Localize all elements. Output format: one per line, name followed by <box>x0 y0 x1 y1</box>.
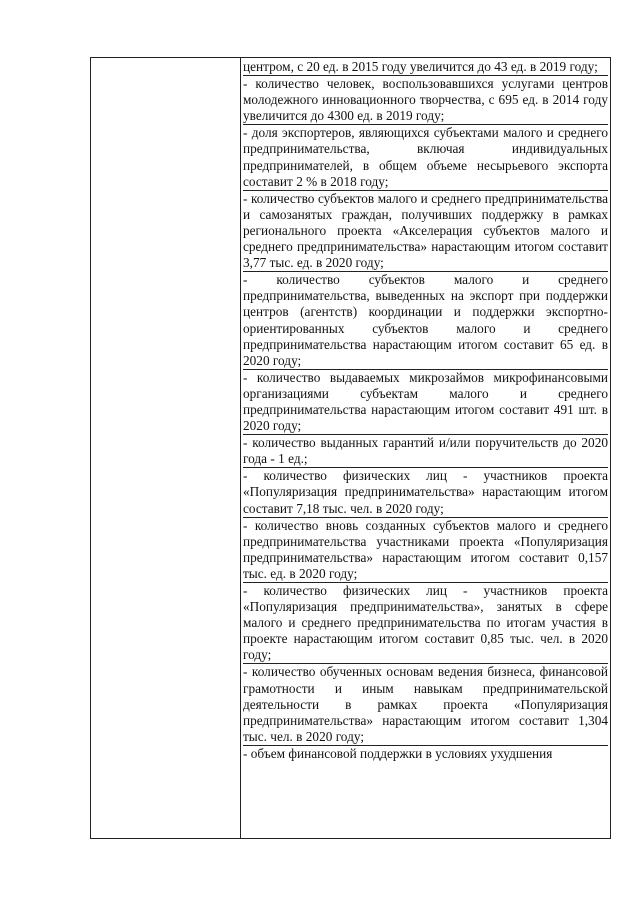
paragraph-8: - количество физических лиц - участников проекта «Популяризация предпринимательства» нарастающим итогом составит 7,18 тыс. чел. в 2020 году; <box>243 468 608 517</box>
document-table <box>90 57 611 839</box>
paragraph-12: - объем финансовой поддержки в условиях ухудшения <box>243 745 553 761</box>
left-column-cell <box>91 58 241 838</box>
paragraph-7: - количество выданных гарантий и/или поручительств до 2020 года - 1 ед.; <box>243 435 608 468</box>
paragraph-1: центром, с 20 ед. в 2015 году увеличится до 43 ед. в 2019 году; <box>243 59 608 76</box>
paragraph-9: - количество вновь созданных субъектов малого и среднего предпринимательства участниками проекта «Популяризация предпринимательства» нарастающим итогом составит 0,157 тыс. ед. в 2020 году; <box>243 518 608 583</box>
paragraph-2: - количество человек, воспользовавшихся услугами центров молодежного инновационного творчества, с 695 ед. в 2014 году увеличится до 4300 ед. в 2019 году; <box>243 76 608 125</box>
paragraph-3: - доля экспортеров, являющихся субъектами малого и среднего предпринимательства, включая индивидуальных предпринимателей, в общем объеме несырьевого экспорта составит 2 % в 2018 году; <box>243 125 608 190</box>
paragraph-11: - количество обученных основам ведения бизнеса, финансовой грамотности и иным навыкам предпринимательской деятельности в рамках проекта «Популяризация предпринимательства» нарастающим итогом составит 1,304 тыс. чел. в 2020 году; <box>243 664 608 745</box>
right-column-cell <box>241 58 610 838</box>
paragraph-4: - количество субъектов малого и среднего предпринимательства и самозанятых граждан, получивших поддержку в рамках регионального проекта «Акселерация субъектов малого и среднего предпринимательства» нарастающим итогом составит 3,77 тыс. ед. в 2020 году; <box>243 191 608 272</box>
paragraph-6: - количество выдаваемых микрозаймов микрофинансовыми организациями субъектам малого и среднего предпринимательства нарастающим итогом составит 491 шт. в 2020 году; <box>243 370 608 435</box>
paragraph-10: - количество физических лиц - участников проекта «Популяризация предпринимательства», занятых в сфере малого и среднего предпринимательства по итогам участия в проекте нарастающим итогом составит 0,85 тыс. чел. в 2020 году; <box>243 583 608 664</box>
paragraph-5: - количество субъектов малого и среднего предпринимательства, выведенных на экспорт при поддержки центров (агентств) координации и поддержки экспортно-ориентированных субъектов малого и среднего предпринимательства нарастающим итогом составит 65 ед. в 2020 году; <box>243 272 608 370</box>
